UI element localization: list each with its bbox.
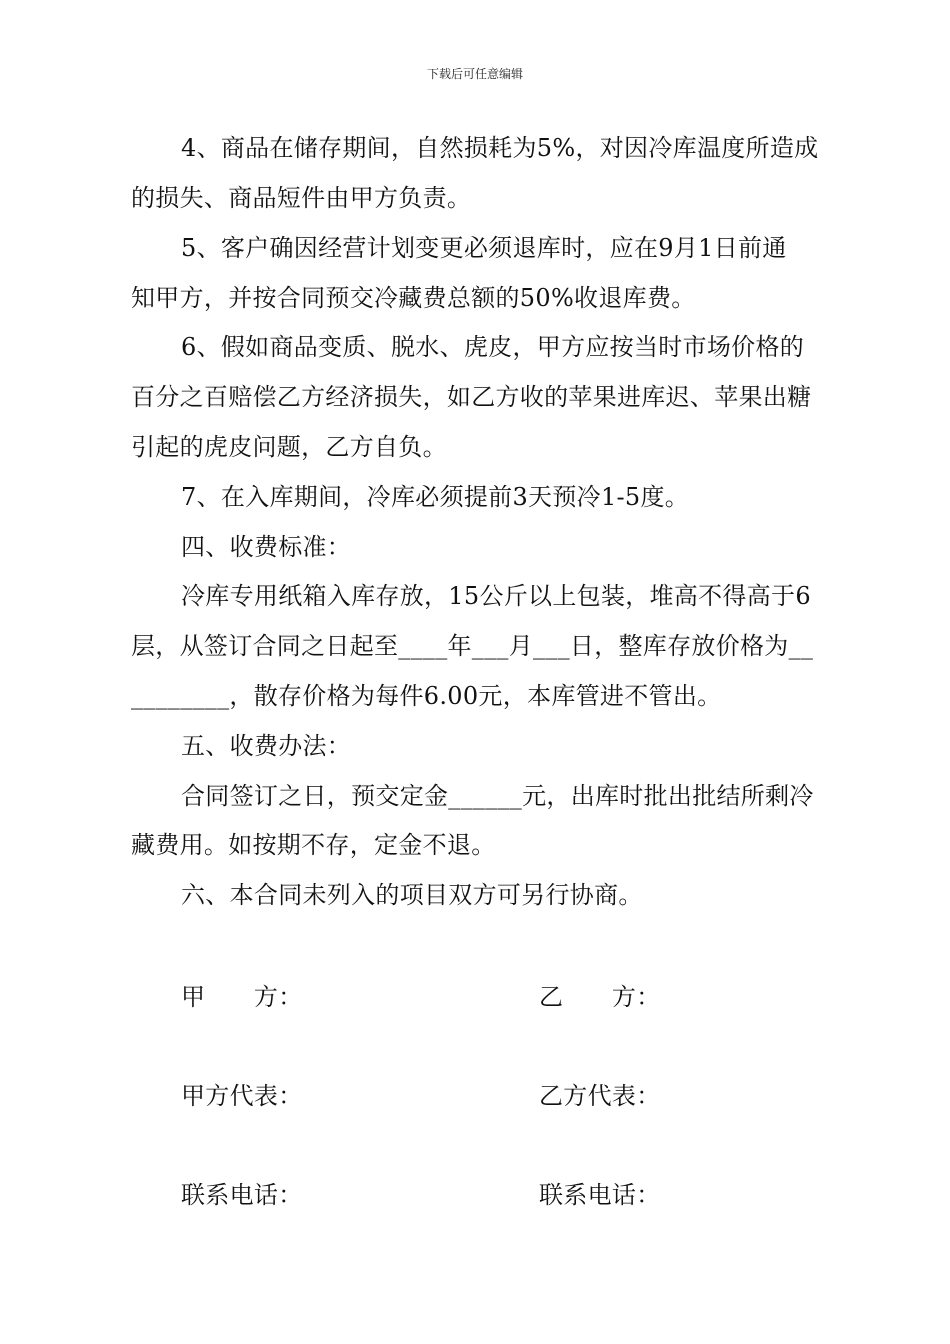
- fee-method-line-2: 藏费用。如按期不存，定金不退。: [131, 831, 496, 859]
- clause-6-line-3: 引起的虎皮问题，乙方自负。: [131, 433, 447, 461]
- party-a-representative-label: 甲方代表：: [181, 1082, 303, 1110]
- party-b-label: 乙 方：: [539, 983, 661, 1011]
- section-6-heading: 六、本合同未列入的项目双方可另行协商。: [181, 881, 643, 909]
- fee-method-line-1: 合同签订之日，预交定金______元，出库时批出批结所剩冷: [181, 782, 814, 810]
- clause-5-line-1: 5、客户确因经营计划变更必须退库时，应在9月1日前通: [181, 234, 787, 262]
- clause-6-line-2: 百分之百赔偿乙方经济损失，如乙方收的苹果进库迟、苹果出糖: [131, 383, 812, 411]
- clause-4-line-2: 的损失、商品短件由甲方负责。: [131, 184, 472, 212]
- party-a-label: 甲 方：: [181, 983, 303, 1011]
- party-b-representative-label: 乙方代表：: [539, 1082, 661, 1110]
- fee-standard-line-1: 冷库专用纸箱入库存放，15公斤以上包装，堆高不得高于6: [181, 582, 811, 610]
- fee-standard-line-3: ________，散存价格为每件6.00元，本库管进不管出。: [131, 682, 722, 710]
- section-5-heading: 五、收费办法：: [181, 732, 352, 760]
- fee-standard-line-2: 层，从签订合同之日起至____年___月___日，整库存放价格为__: [131, 632, 814, 660]
- clause-6-line-1: 6、假如商品变质、脱水、虎皮，甲方应按当时市场价格的: [181, 333, 805, 361]
- clause-7-line-1: 7、在入库期间，冷库必须提前3天预冷1-5度。: [181, 483, 690, 511]
- page-header: 下载后可任意编辑: [426, 67, 523, 81]
- party-b-phone-label: 联系电话：: [539, 1181, 661, 1209]
- section-4-heading: 四、收费标准：: [181, 533, 352, 561]
- clause-5-line-2: 知甲方，并按合同预交冷藏费总额的50%收退库费。: [131, 284, 696, 312]
- clause-4-line-1: 4、商品在储存期间，自然损耗为5%，对因冷库温度所造成: [181, 134, 819, 162]
- party-a-phone-label: 联系电话：: [181, 1181, 303, 1209]
